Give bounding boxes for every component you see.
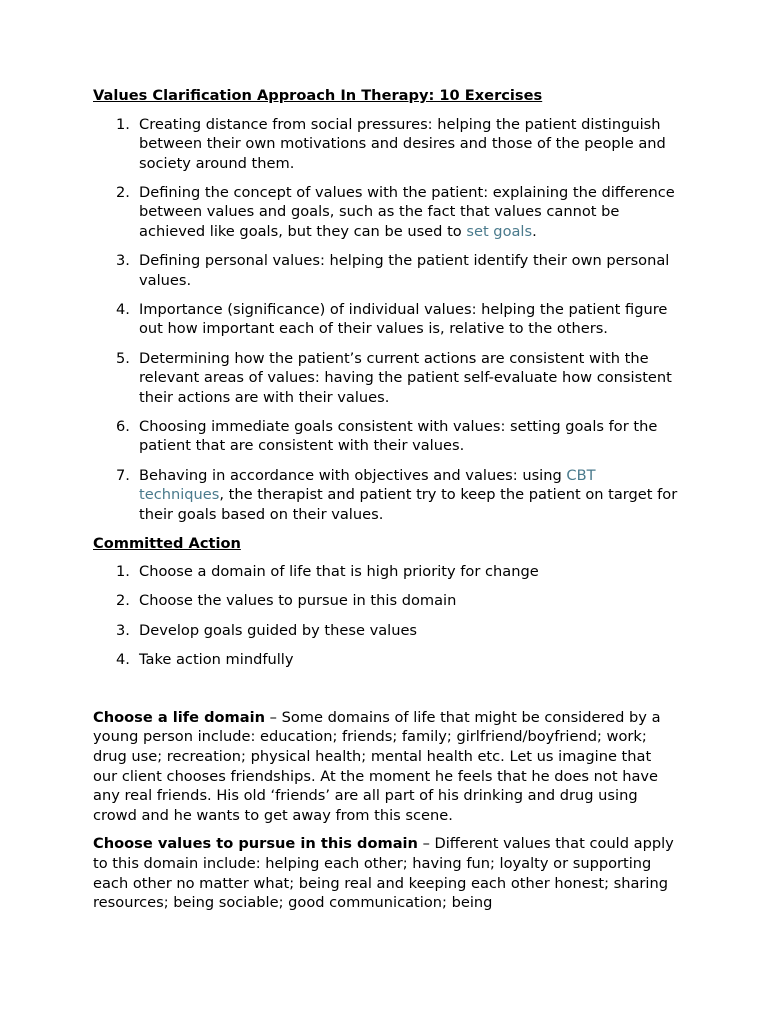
list-item: [93, 251, 678, 290]
list-item: [93, 466, 678, 525]
committed-action-list: [93, 562, 678, 669]
list-item-text-end: , the therapist and patient try to keep the patient on target for their goals based on their values.: [139, 486, 678, 523]
list-item-text: Determining how the patient’s current actions are consistent with the relevant areas of values: having the patient self-evaluate how consistent their actions are with their values.: [139, 349, 672, 406]
list-item-text-end: .: [532, 223, 537, 241]
list-item: [93, 349, 678, 408]
set-goals-link[interactable]: set goals: [466, 223, 533, 241]
list-item-text: Behaving in accordance with objectives and values: using: [139, 466, 567, 484]
list-item-text: Develop goals guided by these values: [139, 621, 418, 639]
list-item-text: Defining personal values: helping the patient identify their own personal values.: [139, 252, 670, 289]
section-heading-values-clarification: Values Clarification Approach In Therapy: 10 Exercises: [93, 87, 543, 104]
list-number: 3.: [116, 252, 130, 270]
list-item-text: Choose a domain of life that is high priority for change: [139, 563, 539, 581]
list-number: 4.: [116, 650, 130, 668]
list-item: [93, 417, 678, 456]
document-page: [93, 86, 678, 922]
list-item: [93, 650, 678, 670]
list-item-text: Creating distance from social pressures: helping the patient distinguish between their own motivations and desires and those of the people and society around them.: [139, 115, 666, 172]
list-item: [93, 591, 678, 611]
list-number: 3.: [116, 621, 130, 639]
section-heading-committed-action: Committed Action: [93, 534, 241, 552]
list-item-text: Take action mindfully: [139, 650, 294, 668]
list-item-text: Defining the concept of values with the patient: explaining the difference between values and goals, such as the fact that values cannot be achieved like goals, but they can be used to: [139, 183, 675, 241]
list-item: [93, 300, 678, 339]
list-number: 1.: [116, 563, 130, 581]
list-number: 2.: [116, 183, 130, 201]
list-number: 2.: [116, 592, 130, 610]
list-number: 1.: [116, 115, 130, 133]
paragraph-body: – Different values that could apply to this domain include: helping each other; having fun; loyalty or supporting each other no matter what; being real and keeping each other honest; sharing resources; being sociable; good communication; being: [93, 835, 674, 912]
paragraph-lead: Choose a life domain: [93, 708, 265, 726]
list-item: [93, 562, 678, 582]
paragraph-choose-values: [93, 834, 678, 912]
list-number: 5.: [116, 349, 130, 367]
list-item-text: Importance (significance) of individual values: helping the patient figure out how important each of their values is, relative to the others.: [139, 300, 668, 338]
cbt-techniques-link[interactable]: CBT techniques: [139, 466, 596, 504]
paragraph-lead: Choose values to pursue in this domain: [93, 835, 418, 853]
exercise-list: [93, 115, 678, 525]
list-item: [93, 183, 678, 242]
list-number: 7.: [116, 466, 130, 484]
list-item-text: Choosing immediate goals consistent with values: setting goals for the patient that are consistent with their values.: [139, 417, 658, 455]
paragraph-body: – Some domains of life that might be considered by a young person include: education; friends; family; girlfriend/boyfriend; work; drug use; recreation; physical health; mental health etc. Let us imagine that our client chooses friendships. At the moment he feels that he does not have any real friends. His old ‘friends’ are all part of his drinking and drug using crowd and he wants to get away from this scene.: [93, 708, 661, 824]
list-number: 6.: [116, 417, 130, 435]
list-item: [93, 115, 678, 174]
list-item: [93, 621, 678, 641]
list-item-text: Choose the values to pursue in this domain: [139, 592, 457, 610]
paragraph-life-domain: [93, 708, 678, 826]
paragraph-spacer: [93, 679, 678, 708]
list-number: 4.: [116, 300, 130, 318]
